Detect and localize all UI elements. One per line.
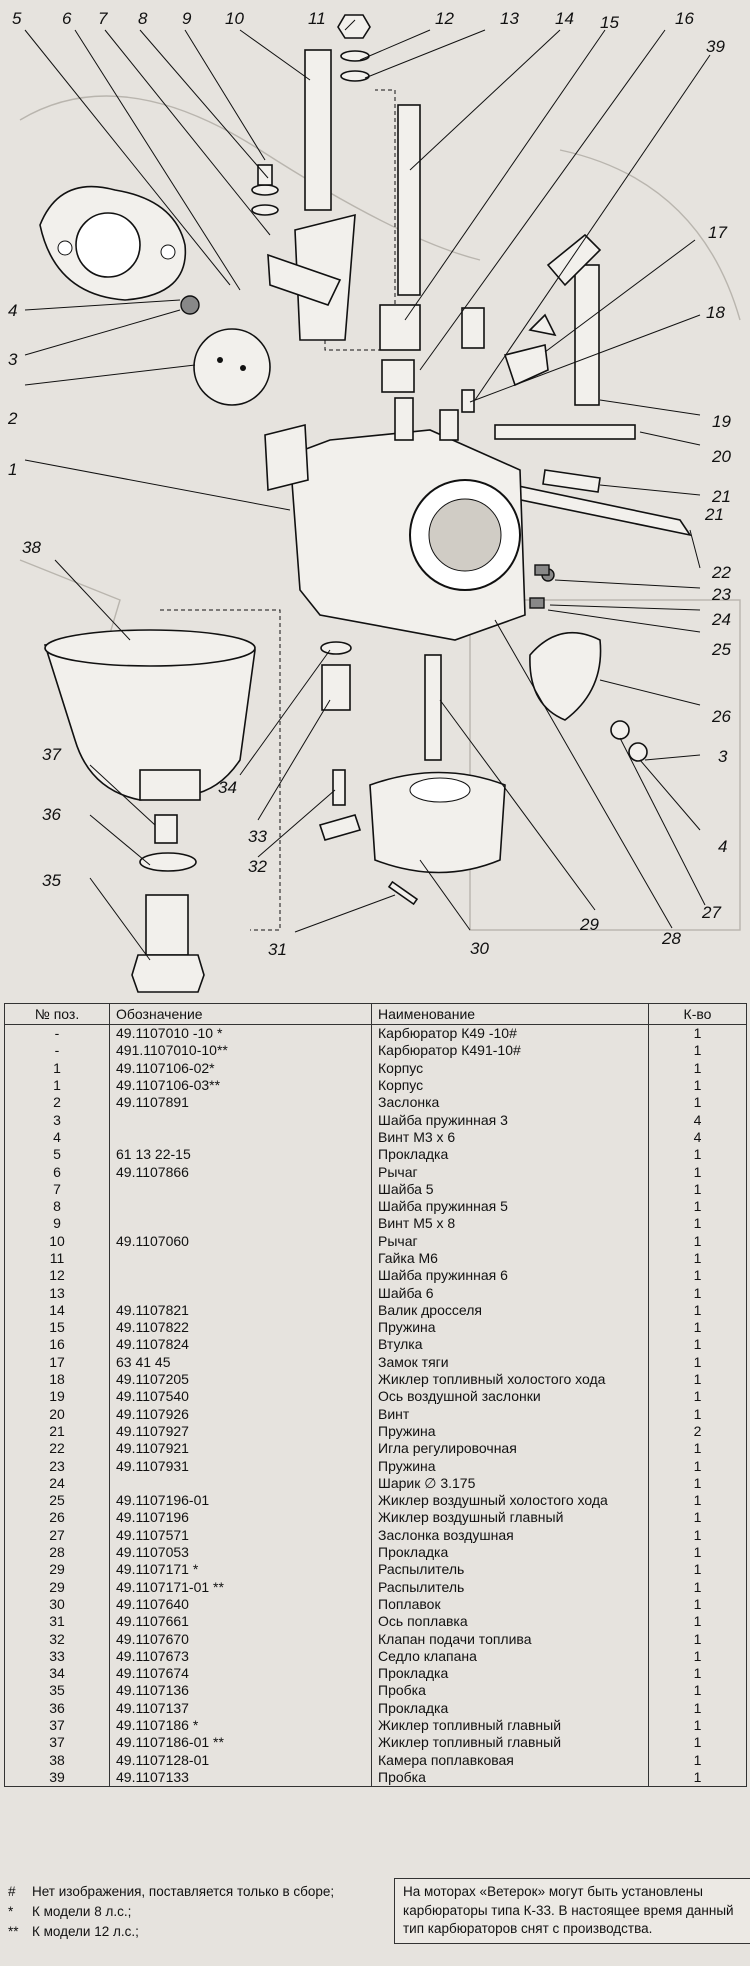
table-row [5, 1042, 747, 1059]
callout-9: 9 [182, 9, 192, 28]
cell-name: Ось воздушной заслонки [372, 1388, 649, 1405]
callout-30: 30 [470, 939, 489, 958]
cell-name: Заслонка воздушная [372, 1527, 649, 1544]
table-row [5, 1682, 747, 1699]
cell-pos: 38 [5, 1751, 110, 1768]
cell-qty: 1 [649, 1181, 747, 1198]
callout-21: 21 [712, 487, 731, 506]
callout-37: 37 [42, 745, 61, 764]
cell-qty: 4 [649, 1111, 747, 1128]
callout-32: 32 [248, 857, 267, 876]
cell-code: 63 41 45 [110, 1354, 372, 1371]
cell-code: 49.1107106-02* [110, 1060, 372, 1077]
callout-21b: 21 [705, 505, 724, 524]
cell-pos: 30 [5, 1596, 110, 1613]
col-header-code: Обозначение [110, 1004, 372, 1025]
cell-pos: 3 [5, 1111, 110, 1128]
cell-pos: 13 [5, 1284, 110, 1301]
parts-table-body [5, 1025, 747, 1787]
cell-code: 49.1107891 [110, 1094, 372, 1111]
cell-code: 49.1107205 [110, 1371, 372, 1388]
callout-31: 31 [268, 940, 287, 959]
table-row [5, 1267, 747, 1284]
table-row [5, 1336, 747, 1353]
cell-name: Корпус [372, 1060, 649, 1077]
cell-code [110, 1284, 372, 1301]
callout-11: 11 [308, 9, 326, 28]
cell-code [110, 1198, 372, 1215]
throttle-plate-part [181, 296, 270, 405]
cell-code: 49.1107670 [110, 1630, 372, 1647]
cell-code: 49.1107106-03** [110, 1077, 372, 1094]
footnote-mark: * [8, 1904, 14, 1919]
cell-code: 49.1107171-01 ** [110, 1579, 372, 1596]
table-row [5, 1648, 747, 1665]
cell-qty: 1 [649, 1751, 747, 1768]
cell-name: Седло клапана [372, 1648, 649, 1665]
cell-name: Шайба 6 [372, 1284, 649, 1301]
callout-10: 10 [225, 9, 244, 28]
callout-36: 36 [42, 805, 61, 824]
jet-plug-part [132, 815, 204, 992]
cell-name: Винт M3 x 6 [372, 1129, 649, 1146]
cell-pos: 34 [5, 1665, 110, 1682]
callout-8: 8 [138, 9, 148, 28]
cell-pos: 1 [5, 1060, 110, 1077]
callout-38: 38 [22, 538, 41, 557]
cell-code: 49.1107921 [110, 1440, 372, 1457]
cell-qty: 1 [649, 1198, 747, 1215]
table-row [5, 1440, 747, 1457]
cell-code: 49.1107171 * [110, 1561, 372, 1578]
cell-code [110, 1111, 372, 1128]
callout-22: 22 [712, 563, 731, 582]
cell-qty: 1 [649, 1717, 747, 1734]
choke-plate-part [530, 565, 647, 761]
cell-pos: - [5, 1025, 110, 1043]
cell-code: 49.1107053 [110, 1544, 372, 1561]
table-row [5, 1475, 747, 1492]
table-row [5, 1457, 747, 1474]
table-row [5, 1284, 747, 1301]
cell-qty: 1 [649, 1336, 747, 1353]
cell-code: 49.1107821 [110, 1302, 372, 1319]
cell-pos: 2 [5, 1094, 110, 1111]
cell-qty: 1 [649, 1475, 747, 1492]
cell-code: 49.1107196-01 [110, 1492, 372, 1509]
cell-name: Распылитель [372, 1561, 649, 1578]
callout-34: 34 [218, 778, 237, 797]
table-row [5, 1198, 747, 1215]
footnote-mark: # [8, 1884, 16, 1899]
callout-19: 19 [712, 412, 731, 431]
cell-qty: 1 [649, 1267, 747, 1284]
cell-code: 49.1107822 [110, 1319, 372, 1336]
cell-qty: 1 [649, 1544, 747, 1561]
cell-qty: 1 [649, 1596, 747, 1613]
callout-16: 16 [675, 9, 694, 28]
callout-5: 5 [12, 9, 22, 28]
footnote-text: К модели 12 л.с.; [32, 1924, 139, 1939]
valve-seat-part [321, 642, 351, 805]
cell-pos: 37 [5, 1734, 110, 1751]
table-row [5, 1509, 747, 1526]
cell-name: Прокладка [372, 1665, 649, 1682]
table-row [5, 1613, 747, 1630]
cell-code: 49.1107926 [110, 1406, 372, 1423]
cell-pos: 18 [5, 1371, 110, 1388]
table-row [5, 1630, 747, 1647]
cell-name: Замок тяги [372, 1354, 649, 1371]
float-chamber-part [45, 610, 280, 930]
cell-name: Прокладка [372, 1146, 649, 1163]
cell-pos: 39 [5, 1769, 110, 1787]
cell-name: Винт M5 x 8 [372, 1215, 649, 1232]
callout-15: 15 [600, 13, 619, 32]
table-row [5, 1388, 747, 1405]
cell-qty: 1 [649, 1527, 747, 1544]
cell-qty: 1 [649, 1406, 747, 1423]
cell-qty: 1 [649, 1700, 747, 1717]
cell-name: Втулка [372, 1336, 649, 1353]
cell-pos: 29 [5, 1579, 110, 1596]
cell-name: Поплавок [372, 1596, 649, 1613]
cell-pos: 12 [5, 1267, 110, 1284]
cell-qty: 1 [649, 1302, 747, 1319]
cell-code: 49.1107137 [110, 1700, 372, 1717]
footnote-hash [8, 1882, 393, 1902]
cell-name: Ось поплавка [372, 1613, 649, 1630]
cell-pos: 4 [5, 1129, 110, 1146]
cell-name: Прокладка [372, 1700, 649, 1717]
footnote-star [8, 1902, 393, 1922]
cell-name: Пружина [372, 1457, 649, 1474]
cell-code [110, 1250, 372, 1267]
callout-25: 25 [712, 640, 731, 659]
table-row [5, 1094, 747, 1111]
spring-bushing-part [380, 305, 484, 412]
callout-24: 24 [712, 610, 731, 629]
cell-qty: 1 [649, 1492, 747, 1509]
callout-3: 3 [8, 350, 18, 369]
callout-2: 2 [8, 409, 18, 428]
cell-name: Игла регулировочная [372, 1440, 649, 1457]
cell-pos: 26 [5, 1509, 110, 1526]
callout-20: 20 [712, 447, 731, 466]
cell-qty: 1 [649, 1094, 747, 1111]
table-row [5, 1146, 747, 1163]
footnotes [8, 1882, 393, 1942]
cell-code: 49.1107060 [110, 1233, 372, 1250]
cell-name: Прокладка [372, 1544, 649, 1561]
callout-27: 27 [702, 903, 721, 922]
cell-pos: 21 [5, 1423, 110, 1440]
cell-pos: 19 [5, 1388, 110, 1405]
cell-name: Пробка [372, 1769, 649, 1787]
cell-code: 49.1107866 [110, 1163, 372, 1180]
table-row [5, 1129, 747, 1146]
cell-pos: 23 [5, 1457, 110, 1474]
cell-name: Рычаг [372, 1233, 649, 1250]
callout-4: 4 [8, 301, 18, 320]
table-row [5, 1769, 747, 1787]
col-header-pos: № поз. [5, 1004, 110, 1025]
cell-name: Пружина [372, 1423, 649, 1440]
callout-18: 18 [706, 303, 725, 322]
callout-6: 6 [62, 9, 72, 28]
cell-code [110, 1215, 372, 1232]
parts-table [4, 1003, 747, 1787]
table-row [5, 1492, 747, 1509]
cell-pos: 1 [5, 1077, 110, 1094]
cell-qty: 2 [649, 1423, 747, 1440]
cell-qty: 1 [649, 1042, 747, 1059]
callout-23: 23 [712, 585, 731, 604]
cell-qty: 1 [649, 1388, 747, 1405]
callout-12: 12 [435, 9, 454, 28]
cell-pos: 32 [5, 1630, 110, 1647]
cell-qty: 1 [649, 1025, 747, 1043]
cell-code: 49.1107196 [110, 1509, 372, 1526]
footnote-text: Нет изображения, поставляется только в сборе; [32, 1884, 335, 1899]
cell-qty: 1 [649, 1630, 747, 1647]
cell-pos: 37 [5, 1717, 110, 1734]
cell-name: Заслонка [372, 1094, 649, 1111]
cell-code: 49.1107571 [110, 1527, 372, 1544]
footnote-mark: ** [8, 1924, 19, 1939]
table-row [5, 1060, 747, 1077]
callout-39: 39 [706, 37, 725, 56]
cell-code: 49.1107186-01 ** [110, 1734, 372, 1751]
cell-code: 49.1107133 [110, 1769, 372, 1787]
callout-7: 7 [98, 9, 108, 28]
cell-pos: 22 [5, 1440, 110, 1457]
cell-code: 49.1107673 [110, 1648, 372, 1665]
cell-code: 49.1107824 [110, 1336, 372, 1353]
cell-name: Гайка M6 [372, 1250, 649, 1267]
cell-pos: 6 [5, 1163, 110, 1180]
cell-code: 49.1107136 [110, 1682, 372, 1699]
cell-pos: 14 [5, 1302, 110, 1319]
cell-name: Клапан подачи топлива [372, 1630, 649, 1647]
col-header-name: Наименование [372, 1004, 649, 1025]
cell-pos: 36 [5, 1700, 110, 1717]
footnote-text: К модели 8 л.с.; [32, 1904, 132, 1919]
cell-pos: 29 [5, 1561, 110, 1578]
cell-name: Шайба пружинная 3 [372, 1111, 649, 1128]
cell-pos: 33 [5, 1648, 110, 1665]
callout-17: 17 [708, 223, 727, 242]
cell-code: 49.1107674 [110, 1665, 372, 1682]
cell-name: Шайба 5 [372, 1181, 649, 1198]
cell-name: Валик дросселя [372, 1302, 649, 1319]
table-row [5, 1233, 747, 1250]
table-row [5, 1250, 747, 1267]
table-row [5, 1734, 747, 1751]
cell-name: Корпус [372, 1077, 649, 1094]
cell-code: 49.1107931 [110, 1457, 372, 1474]
cell-qty: 1 [649, 1579, 747, 1596]
cell-qty: 1 [649, 1146, 747, 1163]
callout-29: 29 [580, 915, 599, 934]
cell-qty: 1 [649, 1284, 747, 1301]
cell-qty: 1 [649, 1665, 747, 1682]
table-row [5, 1302, 747, 1319]
table-row [5, 1527, 747, 1544]
cell-code: 49.1107640 [110, 1596, 372, 1613]
cell-pos: 11 [5, 1250, 110, 1267]
cell-qty: 1 [649, 1734, 747, 1751]
callout-26: 26 [712, 707, 731, 726]
cell-pos: 31 [5, 1613, 110, 1630]
cell-name: Распылитель [372, 1579, 649, 1596]
cell-qty: 1 [649, 1613, 747, 1630]
callout-28: 28 [662, 929, 681, 948]
table-row [5, 1700, 747, 1717]
cell-code: 491.1107010-10** [110, 1042, 372, 1059]
cell-qty: 1 [649, 1371, 747, 1388]
cell-qty: 1 [649, 1215, 747, 1232]
callout-4b: 4 [718, 837, 728, 856]
cell-qty: 1 [649, 1077, 747, 1094]
cell-name: Жиклер воздушный холостого хода [372, 1492, 649, 1509]
cell-qty: 1 [649, 1509, 747, 1526]
cell-name: Камера поплавковая [372, 1751, 649, 1768]
callout-3b: 3 [718, 747, 728, 766]
cell-qty: 1 [649, 1440, 747, 1457]
table-row [5, 1163, 747, 1180]
table-row [5, 1579, 747, 1596]
cell-pos: 7 [5, 1181, 110, 1198]
cell-qty: 1 [649, 1354, 747, 1371]
cell-qty: 1 [649, 1250, 747, 1267]
table-row [5, 1596, 747, 1613]
callout-14: 14 [555, 9, 574, 28]
callout-1: 1 [8, 460, 18, 479]
table-row [5, 1025, 747, 1043]
cell-name: Шарик ∅ 3.175 [372, 1475, 649, 1492]
cell-name: Жиклер топливный холостого хода [372, 1371, 649, 1388]
cell-code: 49.1107186 * [110, 1717, 372, 1734]
cell-qty: 1 [649, 1682, 747, 1699]
cell-pos: 28 [5, 1544, 110, 1561]
cell-qty: 1 [649, 1163, 747, 1180]
gasket-part [40, 187, 185, 300]
table-row [5, 1181, 747, 1198]
cell-pos: 5 [5, 1146, 110, 1163]
table-row [5, 1215, 747, 1232]
cell-code: 49.1107540 [110, 1388, 372, 1405]
carburetor-body-part [265, 398, 525, 640]
callout-33: 33 [248, 827, 267, 846]
cell-pos: 17 [5, 1354, 110, 1371]
cell-pos: 16 [5, 1336, 110, 1353]
cell-code [110, 1129, 372, 1146]
cell-name: Пробка [372, 1682, 649, 1699]
cell-name: Жиклер топливный главный [372, 1734, 649, 1751]
cell-code: 49.1107661 [110, 1613, 372, 1630]
callout-35: 35 [42, 871, 61, 890]
table-row [5, 1665, 747, 1682]
cell-pos: 15 [5, 1319, 110, 1336]
cell-code: 49.1107128-01 [110, 1751, 372, 1768]
table-row [5, 1354, 747, 1371]
cell-qty: 1 [649, 1060, 747, 1077]
cell-name: Жиклер топливный главный [372, 1717, 649, 1734]
cell-code [110, 1267, 372, 1284]
cell-pos: 35 [5, 1682, 110, 1699]
table-row [5, 1319, 747, 1336]
table-row [5, 1751, 747, 1768]
cell-name: Жиклер воздушный главный [372, 1509, 649, 1526]
cell-pos: 24 [5, 1475, 110, 1492]
cell-qty: 1 [649, 1561, 747, 1578]
cell-pos: 27 [5, 1527, 110, 1544]
callout-13: 13 [500, 9, 519, 28]
cell-pos: 25 [5, 1492, 110, 1509]
cell-code [110, 1181, 372, 1198]
cell-code [110, 1475, 372, 1492]
cell-code: 49.1107010 -10 * [110, 1025, 372, 1043]
cell-name: Винт [372, 1406, 649, 1423]
cell-pos: 8 [5, 1198, 110, 1215]
cell-name: Карбюратор К49 -10# [372, 1025, 649, 1043]
table-row [5, 1544, 747, 1561]
cell-pos: 9 [5, 1215, 110, 1232]
cell-name: Пружина [372, 1319, 649, 1336]
k33-note-box: На моторах «Ветерок» могут быть установлены карбюраторы типа К-33. В настоящее время данный тип карбюраторов снят с производства. [394, 1878, 750, 1944]
cell-qty: 1 [649, 1457, 747, 1474]
cell-qty: 1 [649, 1648, 747, 1665]
cell-qty: 4 [649, 1129, 747, 1146]
table-row [5, 1423, 747, 1440]
cell-qty: 1 [649, 1233, 747, 1250]
table-row [5, 1111, 747, 1128]
choke-axle-part [505, 235, 600, 405]
cell-pos: 20 [5, 1406, 110, 1423]
cell-name: Карбюратор К491-10# [372, 1042, 649, 1059]
cell-pos: - [5, 1042, 110, 1059]
footnote-double-star [8, 1922, 393, 1942]
col-header-qty: К-во [649, 1004, 747, 1025]
cell-code: 61 13 22-15 [110, 1146, 372, 1163]
table-row [5, 1717, 747, 1734]
table-header-row [5, 1004, 747, 1025]
cell-name: Шайба пружинная 6 [372, 1267, 649, 1284]
table-row [5, 1406, 747, 1423]
cell-qty: 1 [649, 1769, 747, 1787]
cell-qty: 1 [649, 1319, 747, 1336]
table-row [5, 1371, 747, 1388]
cell-name: Рычаг [372, 1163, 649, 1180]
cell-code: 49.1107927 [110, 1423, 372, 1440]
cell-pos: 10 [5, 1233, 110, 1250]
table-row [5, 1561, 747, 1578]
table-row [5, 1077, 747, 1094]
cell-name: Шайба пружинная 5 [372, 1198, 649, 1215]
